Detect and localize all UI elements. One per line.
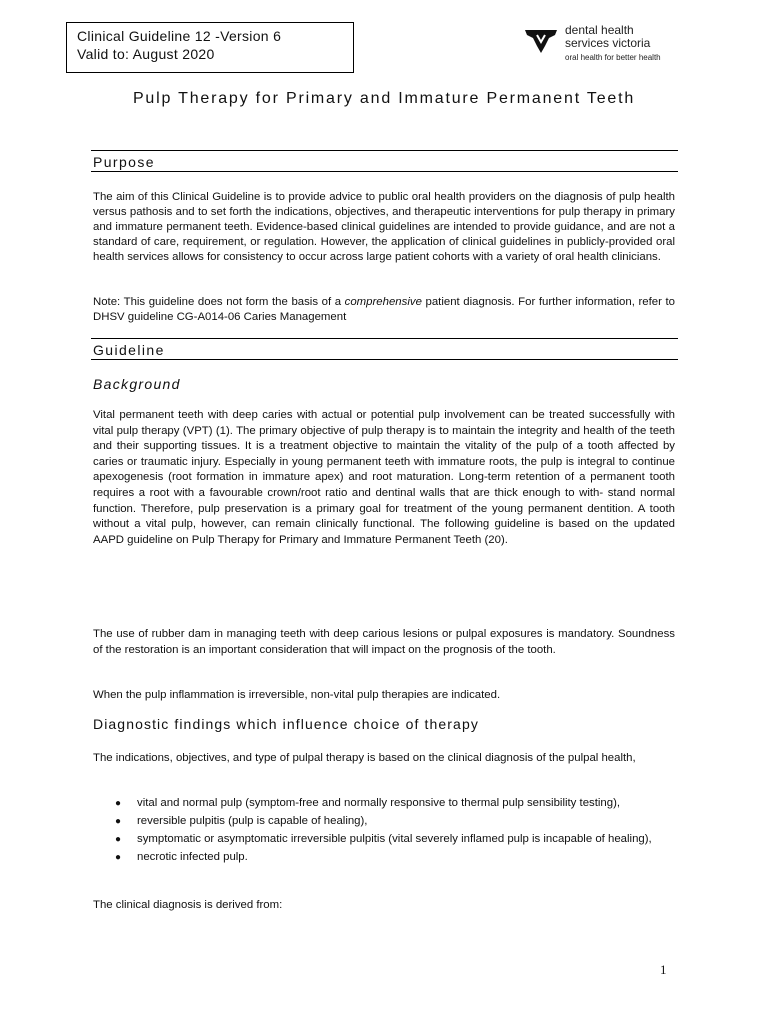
list-item [93,814,675,829]
list-item-text: necrotic infected pulp. [137,851,248,863]
page-number: 1 [660,962,667,977]
bullet-icon: ● [115,816,122,827]
diagnostic-outro: The clinical diagnosis is derived from: [93,899,283,911]
list-item-text: reversible pulpitis (pulp is capable of healing), [137,815,368,827]
purpose-heading: Purpose [91,150,678,172]
list-item [93,796,675,811]
document-title: Pulp Therapy for Primary and Immature Permanent Teeth [132,90,636,107]
list-item-text: symptomatic or asymptomatic irreversible pulpitis (vital severely inflamed pulp is incapable of healing), [137,833,652,845]
background-heading: Background [93,376,181,392]
background-paragraph-2: The use of rubber dam in managing teeth with deep carious lesions or pulpal exposures is mandatory. Soundness of the restoration is an important consideration that will impact on the prognosis of the tooth. [93,628,675,656]
diagnosis-list [93,796,675,868]
dhsv-logo [523,24,683,68]
victoria-map-icon [523,26,559,56]
background-paragraph-1: Vital permanent teeth with deep caries with actual or potential pulp involvement can be treated successfully with vital pulp therapy (VPT) (1). The primary objective of pulp therapy is to maintain the integrity and health of the teeth and their supporting tissues. It is a treatment objective to maintain the vitality of the pulp of a tooth affected by caries or traumatic injury. Especially in young permanent teeth with immature roots, the pulp is integral to continue apexogenesis (root formation in immature apex) and root maturation. Long-term retention of a permanent tooth requires a root with a favourable crown/root ratio and dentinal walls that are thick enough to with- stand normal function. Therefore, pulp preservation is a primary goal for treatment of the young permanent dentition. A tooth without a vital pulp, however, can remain clinically functional. The following guideline is based on the updated AAPD guideline on Pulp Therapy for Primary and Immature Permanent Teeth (20). [93,409,675,546]
purpose-note [93,295,675,325]
version-box [66,22,354,73]
note-text-after: patient diagnosis. For further information, refer to DHSV guideline CG-A014-06 Caries Management [93,296,675,323]
logo-tagline: oral health for better health [565,53,661,62]
background-paragraph-3: When the pulp inflammation is irreversible, non-vital pulp therapies are indicated. [93,689,501,701]
diagnostic-heading: Diagnostic findings which influence choice of therapy [93,716,479,732]
list-item [93,832,675,847]
guideline-heading: Guideline [91,338,678,360]
note-text-before: Note: This guideline does not form the basis of a [93,296,345,308]
list-item [93,850,675,865]
logo-text [565,24,661,64]
purpose-body: The aim of this Clinical Guideline is to provide advice to public oral health providers on the diagnosis of pulp health versus pathosis and to set forth the indications, objectives, and therapeutic interventions for pulp therapy in primary and immature permanent teeth. Evidence-based clinical guidelines are intended to provide guidance, and are not a standard of care, requirement, or regulation. However, the application of clinical guidelines in publicly-provided oral health services allows for consistency to occur across large patient cohorts with a variety of oral health clinicians. [93,191,675,263]
bullet-icon: ● [115,798,122,809]
diagnostic-intro: The indications, objectives, and type of pulpal therapy is based on the clinical diagnosis of the pulpal health, [93,752,636,764]
logo-org-line1: dental health [565,23,634,37]
logo-org-line2: services victoria [565,36,651,50]
bullet-icon: ● [115,834,122,845]
list-item-text: vital and normal pulp (symptom-free and normally responsive to thermal pulp sensibility testing), [137,797,621,809]
valid-to-date: Valid to: August 2020 [77,46,215,62]
guideline-id: Clinical Guideline 12 -Version 6 [77,28,282,44]
note-emphasis: comprehensive [344,296,422,308]
bullet-icon: ● [115,852,122,863]
